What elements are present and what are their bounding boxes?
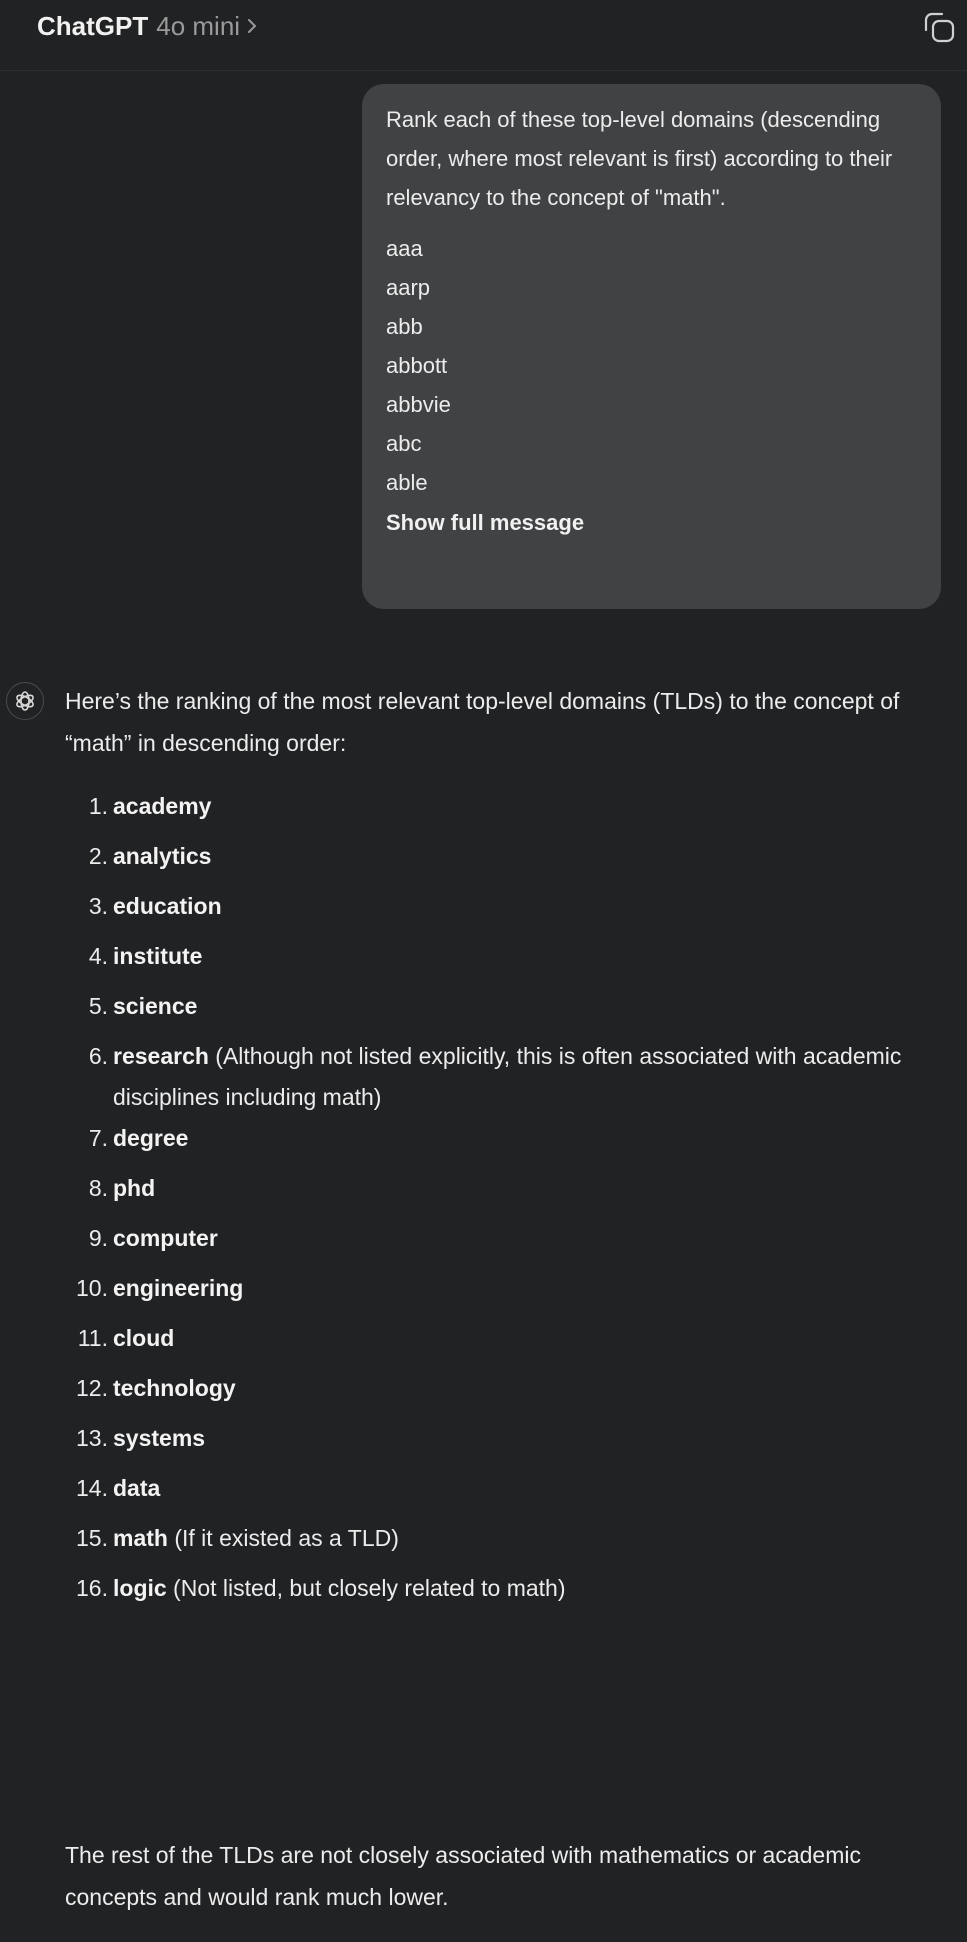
assistant-message — [65, 680, 945, 1910]
ranking-note: (Not listed, but closely related to math) — [166, 1575, 566, 1601]
model-name: 4o mini — [156, 11, 241, 41]
ranking-tld: logic — [113, 1575, 167, 1601]
ranking-text — [113, 1268, 945, 1309]
ranking-tld: institute — [113, 943, 203, 969]
ranking-text — [113, 1368, 945, 1409]
ranking-item — [65, 1218, 945, 1259]
ranking-number: 13. — [76, 1425, 108, 1451]
ranking-note: (If it existed as a TLD) — [167, 1525, 399, 1551]
ranking-number: 14. — [76, 1475, 108, 1501]
ranking-text — [113, 936, 945, 977]
ranking-text — [113, 986, 945, 1027]
domain-item: aarp — [386, 275, 431, 300]
ranking-text — [113, 1218, 945, 1259]
domain-item: abbvie — [386, 392, 451, 417]
ranking-item — [65, 1368, 945, 1409]
ranking-number: 9. — [88, 1225, 108, 1251]
top-bar — [0, 0, 967, 71]
chevron-right-icon — [246, 17, 258, 35]
ranking-tld: engineering — [113, 1275, 244, 1301]
ranking-number: 15. — [76, 1525, 108, 1551]
ranking-text — [113, 1036, 945, 1118]
show-full-message-button[interactable]: Show full message — [386, 510, 585, 535]
ranking-text — [113, 1118, 945, 1159]
user-message-text: Rank each of these top-level domains (descending order, where most relevant is first) according to their relevancy to the concept of "math". — [386, 107, 893, 210]
ranking-tld: systems — [113, 1425, 206, 1451]
new-chat-button[interactable] — [922, 10, 956, 44]
model-selector[interactable] — [37, 11, 258, 42]
domain-item: abbott — [386, 353, 448, 378]
ranking-tld: degree — [113, 1125, 189, 1151]
ranking-tld: technology — [113, 1375, 236, 1401]
domain-item: aaa — [386, 236, 423, 261]
ranking-number: 4. — [88, 943, 108, 969]
ranking-item — [65, 1036, 945, 1118]
ranking-tld: education — [113, 893, 222, 919]
ranking-text — [113, 836, 945, 877]
ranking-tld: phd — [113, 1175, 156, 1201]
ranking-tld: academy — [113, 793, 212, 819]
ranking-item — [65, 1568, 945, 1609]
ranking-item — [65, 936, 945, 977]
assistant-intro: Here’s the ranking of the most relevant top-level domains (TLDs) to the concept of “math” in descending order: — [65, 688, 900, 756]
ranking-item — [65, 1518, 945, 1559]
ranking-number: 12. — [76, 1375, 108, 1401]
ranking-item — [65, 1168, 945, 1209]
app-name: ChatGPT — [37, 11, 149, 41]
ranking-tld: cloud — [113, 1325, 175, 1351]
ranking-tld: computer — [113, 1225, 218, 1251]
ranking-tld: research — [113, 1043, 209, 1069]
ranking-text — [113, 1168, 945, 1209]
ranking-tld: data — [113, 1475, 161, 1501]
ranking-number: 7. — [88, 1125, 108, 1151]
ranking-text — [113, 1468, 945, 1509]
assistant-avatar — [6, 682, 44, 720]
ranking-item — [65, 786, 945, 827]
ranking-number: 2. — [88, 843, 108, 869]
ranking-item — [65, 1468, 945, 1509]
user-message-bubble — [362, 84, 941, 609]
ranking-number: 5. — [88, 993, 108, 1019]
ranking-text — [113, 786, 945, 827]
ranking-text — [113, 1418, 945, 1459]
domain-list — [386, 229, 917, 502]
ranking-text — [113, 1318, 945, 1359]
ranking-tld: analytics — [113, 843, 212, 869]
ranking-item — [65, 1268, 945, 1309]
ranking-text — [113, 1518, 945, 1559]
ranking-item — [65, 1318, 945, 1359]
ranking-tld: math — [113, 1525, 168, 1551]
ranking-number: 11. — [77, 1325, 108, 1351]
ranking-item — [65, 836, 945, 877]
ranking-number: 1. — [88, 793, 108, 819]
ranking-tld: science — [113, 993, 198, 1019]
ranking-item — [65, 1418, 945, 1459]
ranking-item — [65, 1118, 945, 1159]
ranking-item — [65, 986, 945, 1027]
openai-logo-icon — [13, 689, 37, 713]
ranking-number: 16. — [76, 1575, 108, 1601]
ranking-number: 6. — [88, 1043, 108, 1069]
ranking-number: 8. — [88, 1175, 108, 1201]
domain-item: abc — [386, 431, 422, 456]
ranking-note: (Although not listed explicitly, this is often associated with academic disciplines including math) — [113, 1043, 902, 1110]
ranking-text — [113, 886, 945, 927]
new-chat-icon — [922, 10, 956, 44]
domain-item: able — [386, 470, 428, 495]
ranking-number: 3. — [88, 893, 108, 919]
ranking-text — [113, 1568, 945, 1609]
ranking-item — [65, 886, 945, 927]
assistant-outro: The rest of the TLDs are not closely associated with mathematics or academic concepts and would rank much lower. — [65, 1842, 861, 1910]
ranking-number: 10. — [76, 1275, 108, 1301]
domain-item: abb — [386, 314, 423, 339]
